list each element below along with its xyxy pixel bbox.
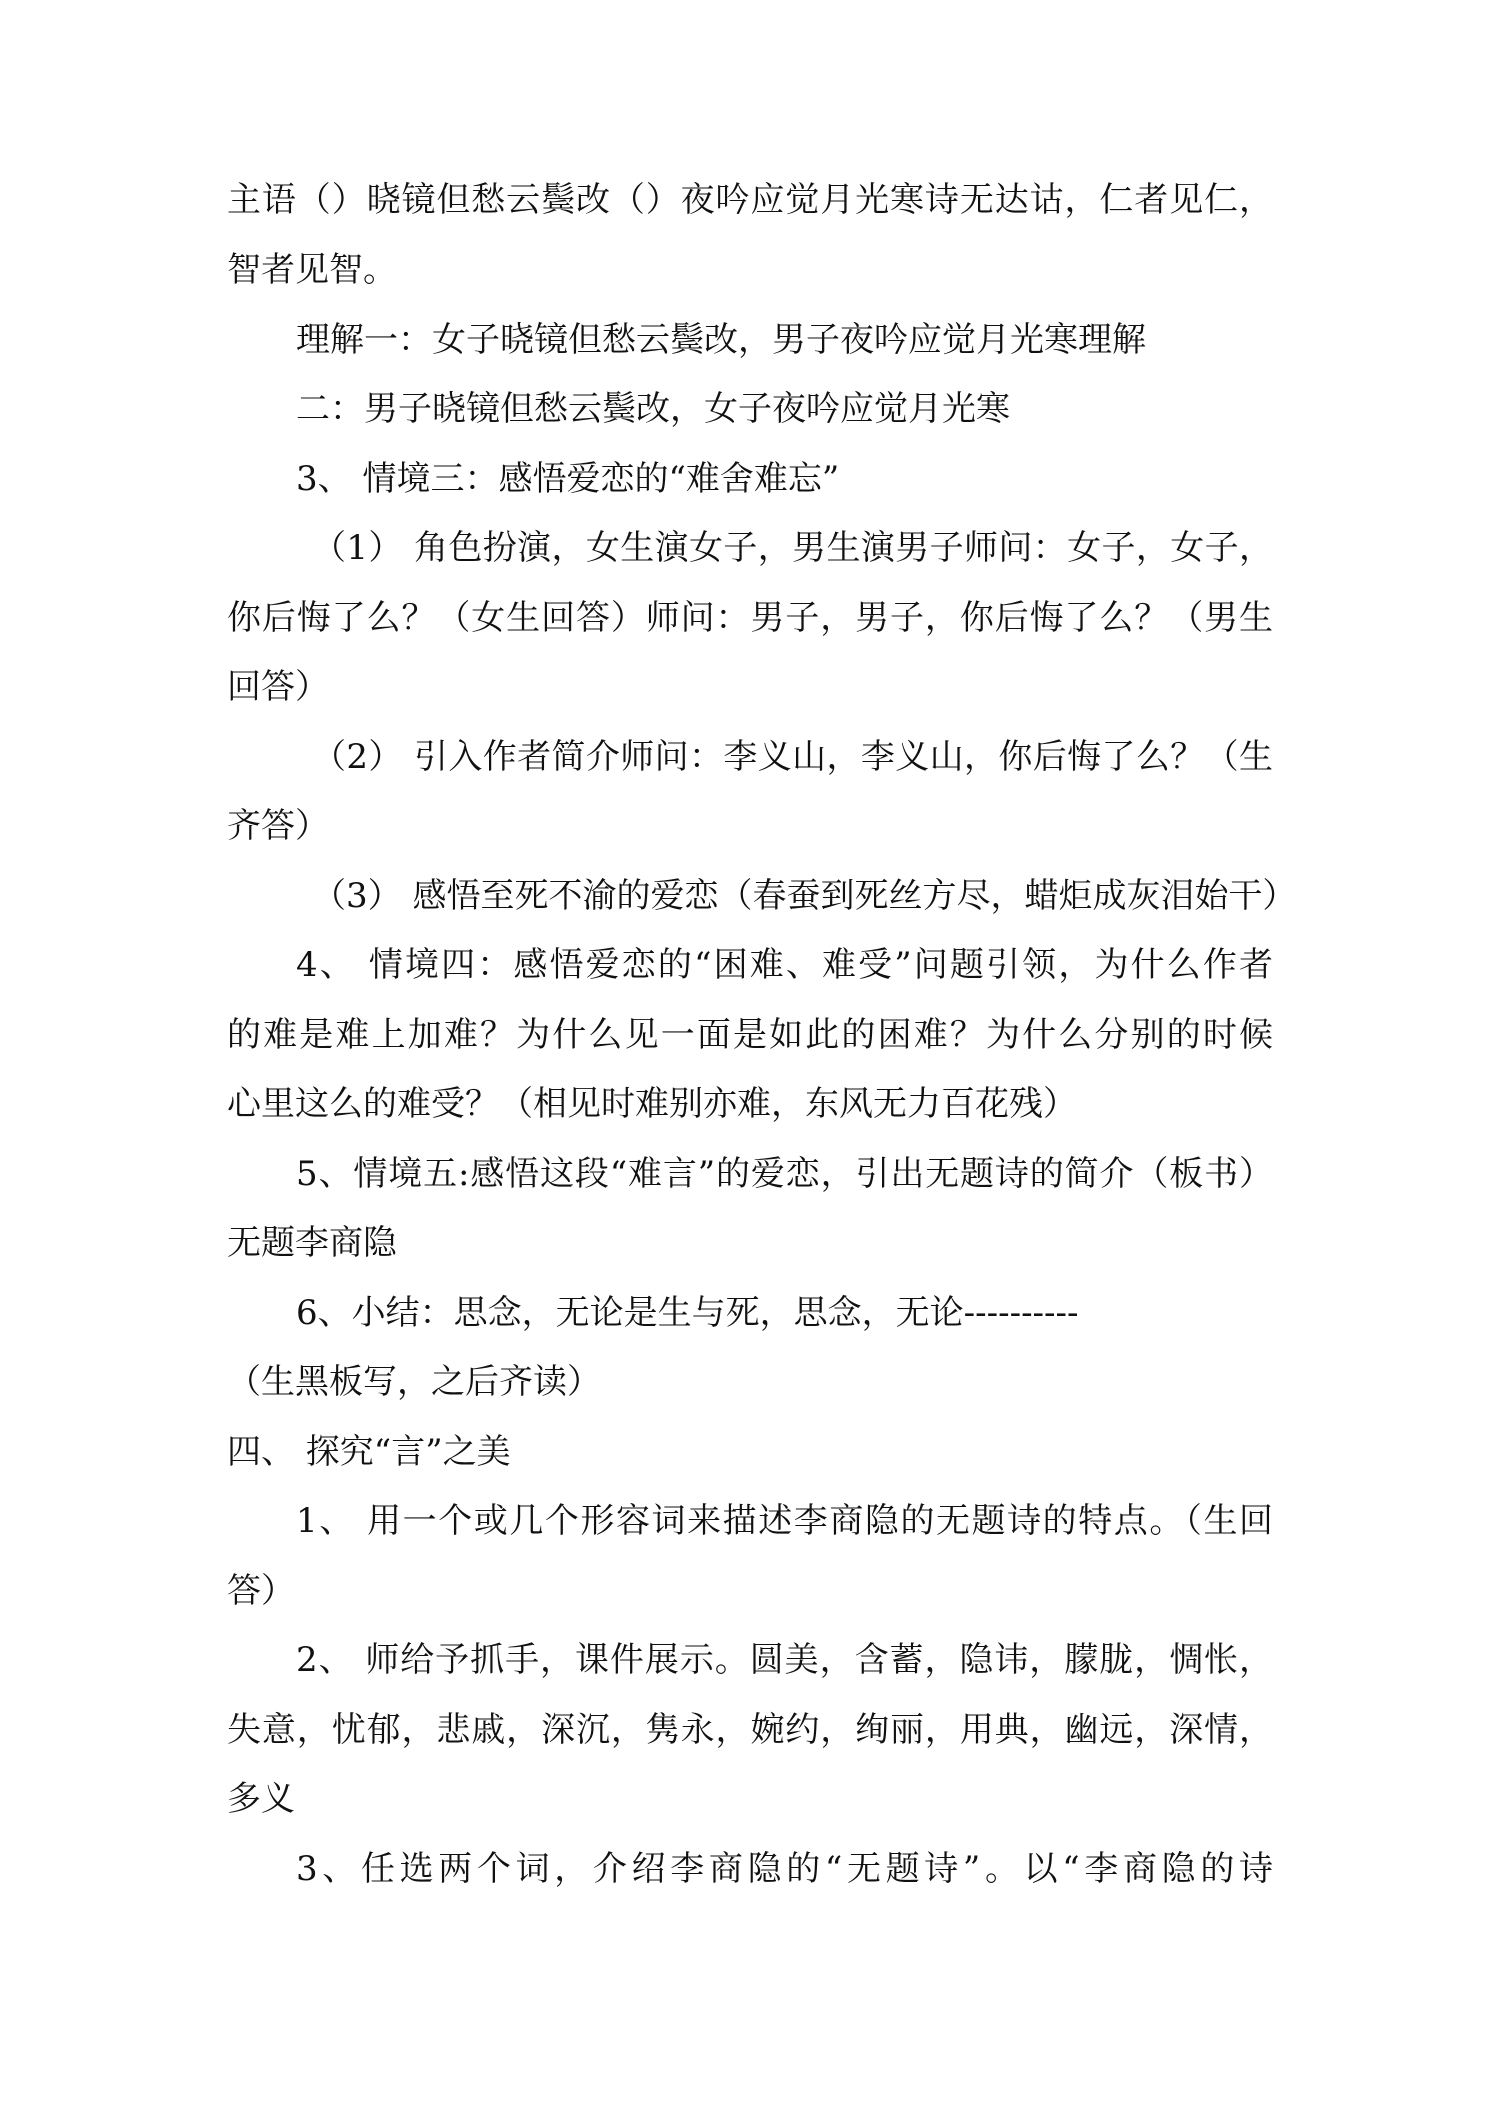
text-line: 1、 用一个或几个形容词来描述李商隐的无题诗的特点。（生回	[296, 1501, 1273, 1541]
text-line: 齐答）	[227, 806, 329, 846]
text-line: 你后悔了么？（女生回答）师问：男子，男子，你后悔了么？（男生	[227, 598, 1273, 638]
text-line: 答）	[227, 1571, 295, 1611]
section-heading: 5、情境五:感悟这段“难言”的爱恋，引出无题诗的简介（板书）	[296, 1154, 1273, 1194]
section-heading: 四、 探究“言”之美	[227, 1432, 511, 1472]
text-line: 心里这么的难受？（相见时难别亦难，东风无力百花残）	[227, 1084, 1077, 1124]
section-heading: 3、 情境三：感悟爱恋的“难舍难忘”	[296, 459, 840, 499]
text-line: （生黑板写，之后齐读）	[227, 1362, 601, 1402]
text-line: （3） 感悟至死不渝的爱恋（春蚕到死丝方尽，蜡炬成灰泪始干）	[312, 876, 1297, 916]
text-line: 回答）	[227, 667, 329, 707]
section-heading: 4、 情境四：感悟爱恋的“困难、难受”问题引领，为什么作者	[296, 945, 1273, 985]
text-line: （2） 引入作者简介师问：李义山，李义山，你后悔了么？（生	[312, 737, 1273, 777]
text-line: 无题李商隐	[227, 1223, 397, 1263]
text-line: 失意，忧郁，悲戚，深沉，隽永，婉约，绚丽，用典，幽远，深情，	[227, 1710, 1273, 1750]
text-line: 理解一：女子晓镜但愁云鬓改，男子夜吟应觉月光寒理解	[296, 320, 1146, 360]
text-line: 多义	[227, 1779, 295, 1819]
text-line: 2、 师给予抓手，课件展示。圆美，含蓄，隐讳，朦胧，惆怅，	[296, 1640, 1273, 1680]
text-line: 智者见智。	[227, 250, 397, 290]
text-line: 主语（）晓镜但愁云鬓改（）夜吟应觉月光寒诗无达诂，仁者见仁，	[227, 180, 1273, 220]
section-heading: 6、小结：思念，无论是生与死，思念，无论----------	[296, 1293, 1079, 1333]
text-line: 二：男子晓镜但愁云鬓改，女子夜吟应觉月光寒	[296, 389, 1010, 429]
text-line: 3、任选两个词，介绍李商隐的“无题诗”。以“李商隐的诗	[296, 1849, 1273, 1889]
text-line: （1） 角色扮演，女生演女子，男生演男子师问：女子，女子，	[312, 528, 1273, 568]
text-line: 的难是难上加难？为什么见一面是如此的困难？为什么分别的时候	[227, 1015, 1273, 1055]
